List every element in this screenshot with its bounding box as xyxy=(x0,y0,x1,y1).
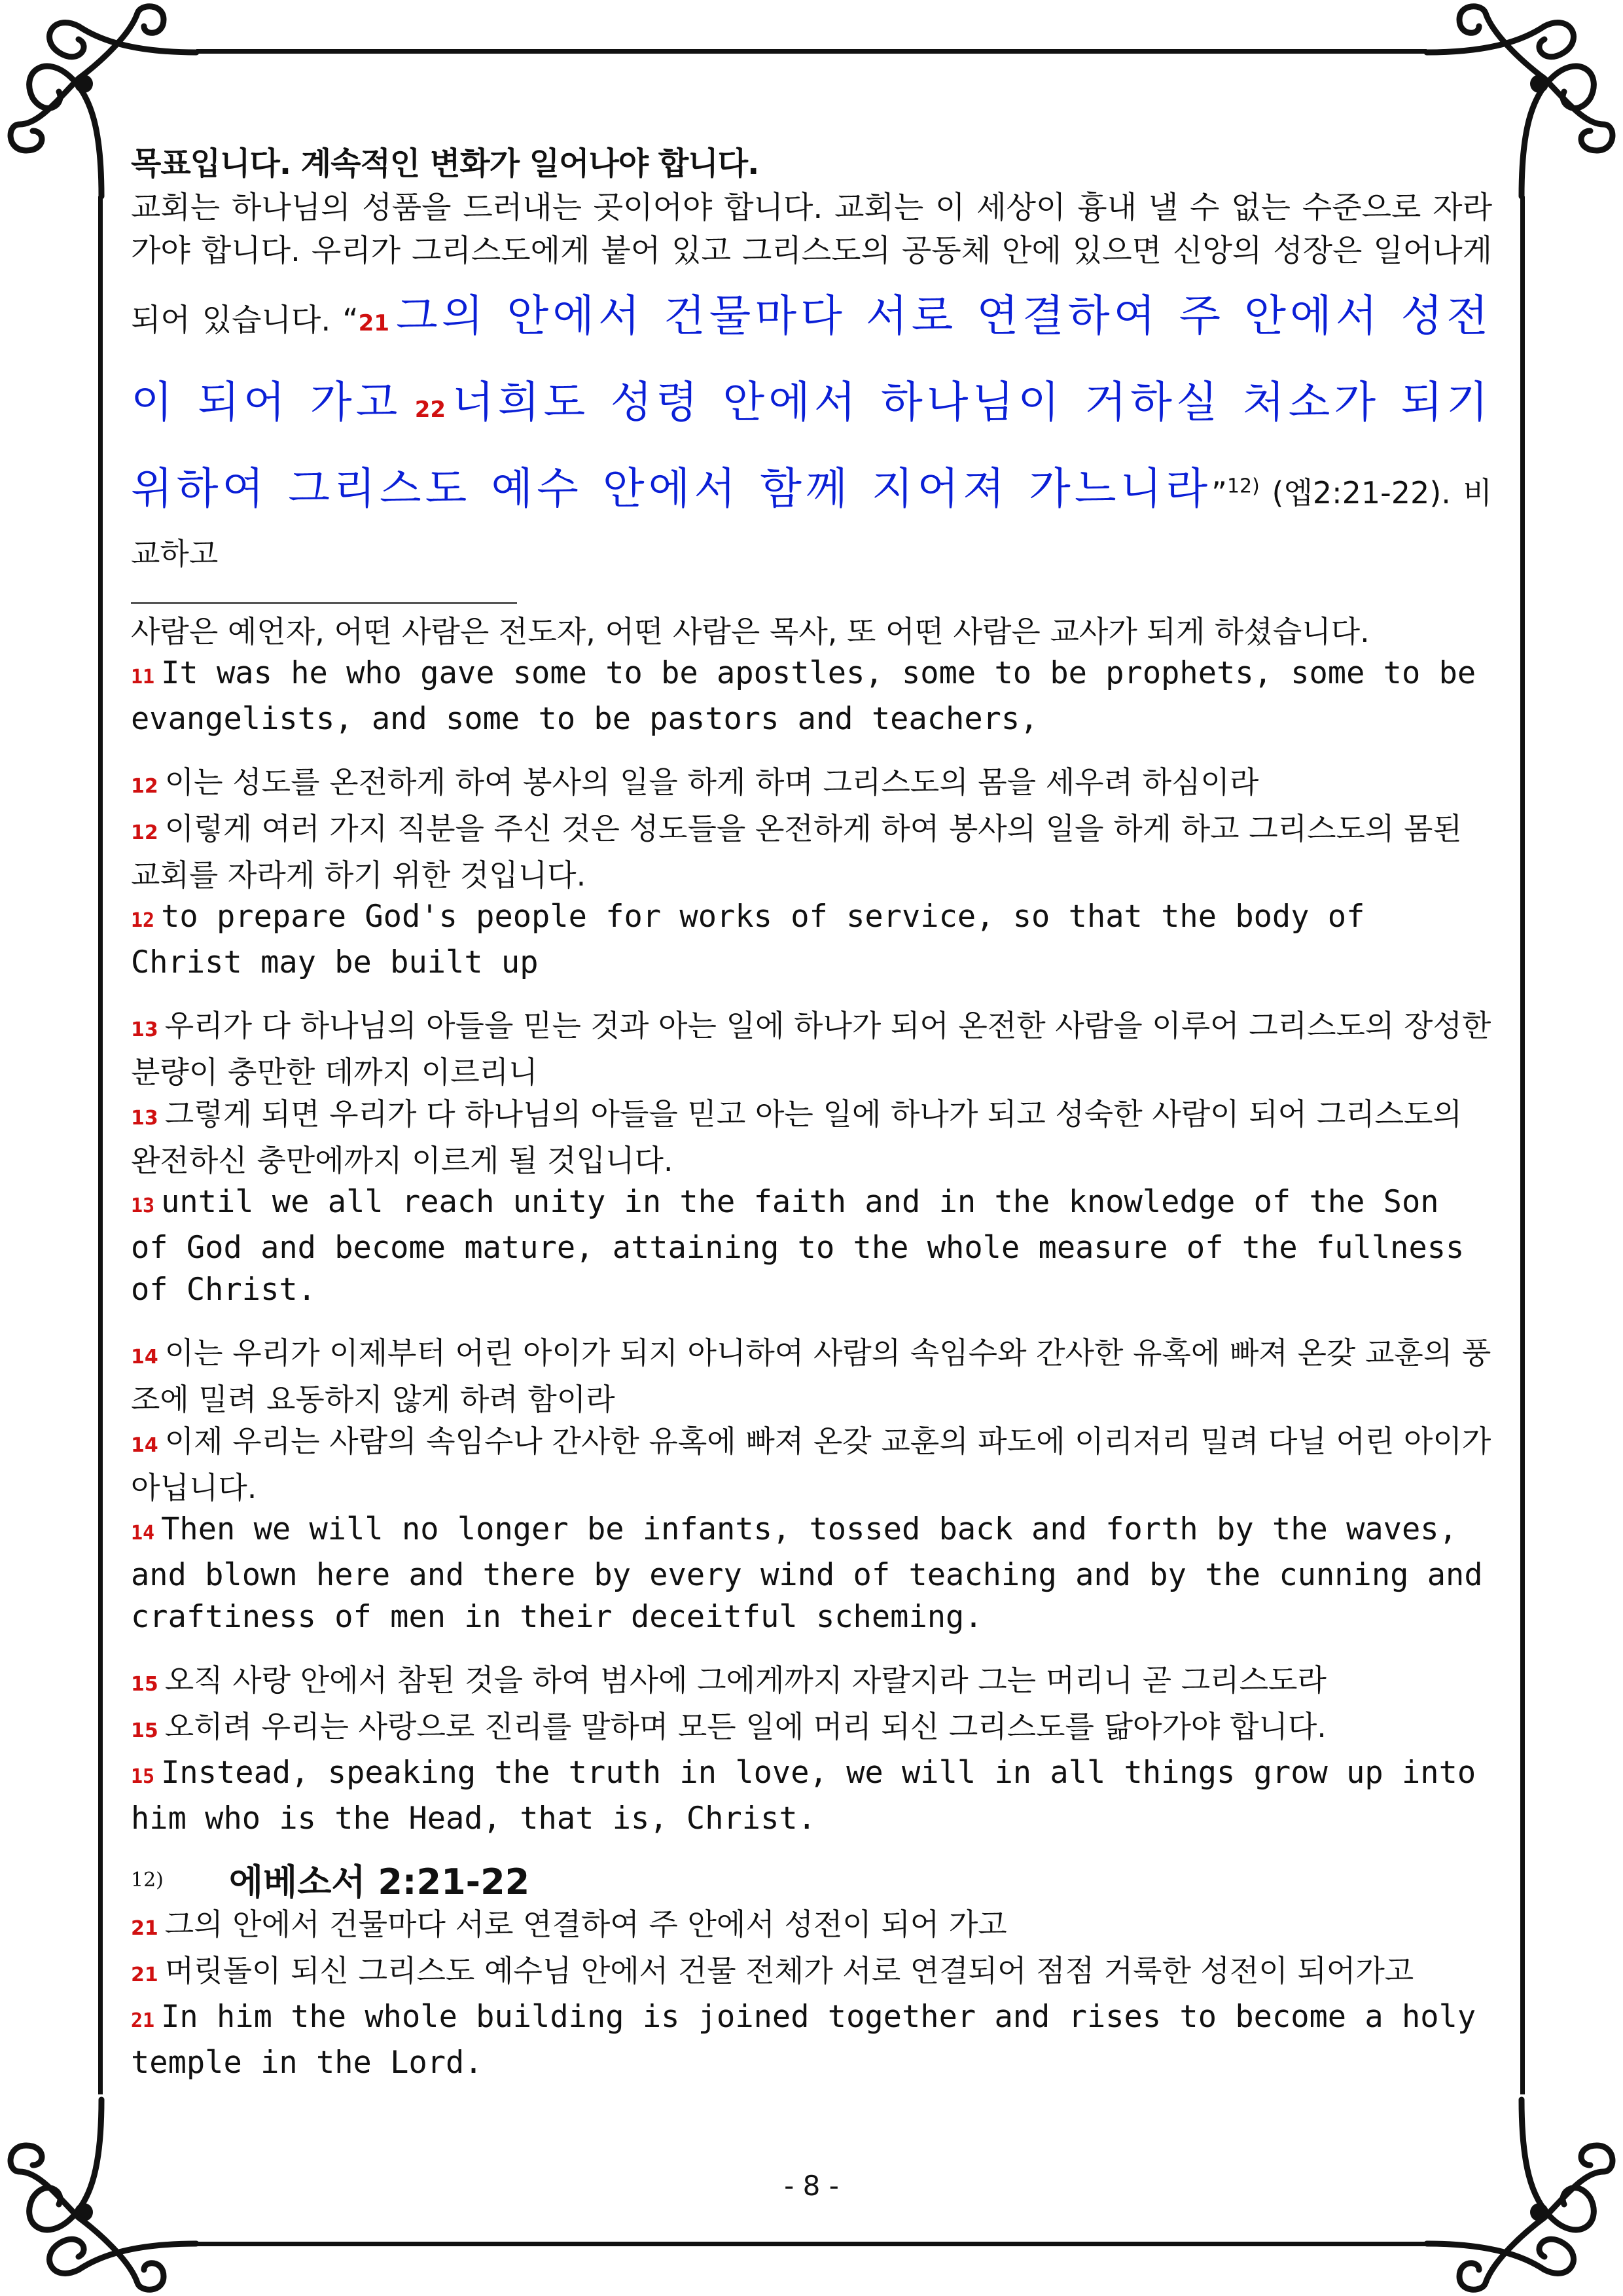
verse-text: 이는 성도를 온전하게 하여 봉사의 일을 하게 하며 그리스도의 몸을 세우려 하심이라 xyxy=(164,764,1259,800)
intro-text: 교회는 하나님의 성품을 드러내는 곳이어야 합니다. 교회는 이 세상이 흉내 낼 수 없는 수준으로 자라가야 합니다. 우리가 그리스도에게 붙어 있고 그리스도의 공동체 안에 있으면 신앙의 성장은 일어나게 되어 있습니다. “ xyxy=(131,190,1492,338)
verse-number: 15 xyxy=(131,1719,158,1742)
close-quote: ” xyxy=(1211,475,1227,511)
verse-group xyxy=(131,761,1492,984)
verse-line xyxy=(131,1332,1492,1420)
reference-tail: (엡2:21-22). 비교하고 xyxy=(131,475,1492,571)
verse-number: 13 xyxy=(131,1018,158,1041)
verse-line xyxy=(131,1509,1492,1638)
verse-line xyxy=(131,761,1492,808)
verse-line xyxy=(131,1093,1492,1181)
verse-number: 21 xyxy=(358,310,389,336)
verse-number: 14 xyxy=(131,1434,158,1457)
inline-verse-22: 너희도 성령 안에서 하나님이 거하실 처소가 되기 위하여 그리스도 예수 안에서 함께 지어져 가느니라 xyxy=(131,377,1492,514)
verse-text: 이제 우리는 사람의 속임수나 간사한 유혹에 빠져 온갖 교훈의 파도에 이리저리 밀려 다닐 어린 아이가 아닙니다. xyxy=(131,1424,1491,1505)
verse-line xyxy=(131,896,1492,984)
verse-text: 머릿돌이 되신 그리스도 예수님 안에서 건물 전체가 서로 연결되어 점점 거룩한 성전이 되어가고 xyxy=(164,1953,1414,1988)
verse-number: 13 xyxy=(131,1107,158,1130)
footnote-verses xyxy=(131,1903,1492,2084)
verse-number: 13 xyxy=(131,1194,155,1217)
verse-text: Then we will no longer be infants, tossed back and forth by the waves, and blown here and there by every wind of teaching and by the cunning and craftiness of men in their deceitful scheming. xyxy=(131,1511,1483,1635)
verse-text: 오히려 우리는 사랑으로 진리를 말하며 모든 일에 머리 되신 그리스도를 닮아가야 합니다. xyxy=(164,1709,1327,1744)
verse-line xyxy=(131,1950,1492,1996)
verse-group-11 xyxy=(131,611,1492,740)
frame-left-line xyxy=(98,196,103,2094)
verse-group xyxy=(131,1659,1492,1840)
verse-line xyxy=(131,1181,1492,1311)
verse-text: 이렇게 여러 가지 직분을 주신 것은 성도들을 온전하게 하여 봉사의 일을 하게 하고 그리스도의 몸된 교회를 자라게 하기 위한 것입니다. xyxy=(131,811,1462,893)
verse-text: to prepare God's people for works of service, so that the body of Christ may be built up xyxy=(131,899,1365,980)
continued-line: 사람은 예언자, 어떤 사람은 전도자, 어떤 사람은 목사, 또 어떤 사람은 교사가 되게 하셨습니다. xyxy=(131,614,1370,649)
verse-number: 15 xyxy=(131,1765,155,1788)
page-number: - 8 - xyxy=(784,2170,839,2202)
verse-group xyxy=(131,1005,1492,1311)
verse-group xyxy=(131,1332,1492,1638)
verse-line xyxy=(131,1752,1492,1840)
verse-text: 그렇게 되면 우리가 다 하나님의 아들을 믿고 아는 일에 하나가 되고 성숙한 사람이 되어 그리스도의 완전하신 충만에까지 이르게 될 것입니다. xyxy=(131,1096,1462,1178)
verse-number: 22 xyxy=(414,397,446,423)
verse-line xyxy=(131,653,1492,740)
footnote-marker: 12) xyxy=(131,1869,164,1892)
verse-line xyxy=(131,1659,1492,1706)
footnote-title: 에베소서 2:21-22 xyxy=(228,1861,530,1903)
verse-line xyxy=(131,1996,1492,2084)
frame-bottom-line xyxy=(196,2242,1427,2246)
verse-text: Instead, speaking the truth in love, we will in all things grow up into him who is the Head, that is, Christ. xyxy=(131,1755,1476,1837)
verse-number: 21 xyxy=(131,1964,158,1986)
page-content xyxy=(131,141,1492,2105)
section-heading: 목표입니다. 계속적인 변화가 일어나야 합니다. xyxy=(131,145,759,182)
verse-number: 12 xyxy=(131,821,158,844)
verse-line xyxy=(131,1706,1492,1752)
verse-text: 오직 사랑 안에서 참된 것을 하여 범사에 그에게까지 자랄지라 그는 머리니 곧 그리스도라 xyxy=(164,1662,1327,1698)
frame-top-line xyxy=(196,49,1427,54)
verse-number: 15 xyxy=(131,1673,158,1696)
footnote-divider xyxy=(131,602,517,604)
verse-number: 11 xyxy=(131,666,155,689)
verse-number: 21 xyxy=(131,2009,155,2032)
verse-line xyxy=(131,1005,1492,1093)
intro-paragraph xyxy=(131,187,1492,576)
footnote-heading xyxy=(131,1861,1492,1903)
verse-text: 우리가 다 하나님의 아들을 믿는 것과 아는 일에 하나가 되어 온전한 사람을 이루어 그리스도의 장성한 분량이 충만한 데까지 이르리니 xyxy=(131,1008,1491,1090)
verse-groups xyxy=(131,761,1492,1840)
frame-right-line xyxy=(1520,196,1525,2094)
verse-line xyxy=(131,1420,1492,1509)
verse-number: 21 xyxy=(131,1917,158,1940)
verse-number: 12 xyxy=(131,909,155,932)
verse-number: 14 xyxy=(131,1346,158,1369)
verse-text: In him the whole building is joined together and rises to become a holy temple in the Lord. xyxy=(131,1999,1476,2081)
verse-text: 이는 우리가 이제부터 어린 아이가 되지 아니하여 사람의 속임수와 간사한 유혹에 빠져 온갖 교훈의 풍조에 밀려 요동하지 않게 하려 함이라 xyxy=(131,1335,1491,1417)
verse-line xyxy=(131,1903,1492,1950)
verse-text: It was he who gave some to be apostles, some to be prophets, some to be evangelists, and some to be pastors and teachers, xyxy=(131,655,1476,737)
verse-number: 12 xyxy=(131,775,158,798)
verse-line xyxy=(131,808,1492,896)
verse-number: 14 xyxy=(131,1522,155,1545)
inline-verse-21: 그의 안에서 건물마다 서로 연결하여 주 안에서 성전이 되어 가고 xyxy=(131,291,1492,427)
verse-text: 그의 안에서 건물마다 서로 연결하여 주 안에서 성전이 되어 가고 xyxy=(164,1907,1007,1942)
footnote-reference: 12) xyxy=(1226,475,1260,498)
verse-text: until we all reach unity in the faith and in the knowledge of the Son of God and become mature, attaining to the whole measure of the fullness of Christ. xyxy=(131,1184,1465,1308)
